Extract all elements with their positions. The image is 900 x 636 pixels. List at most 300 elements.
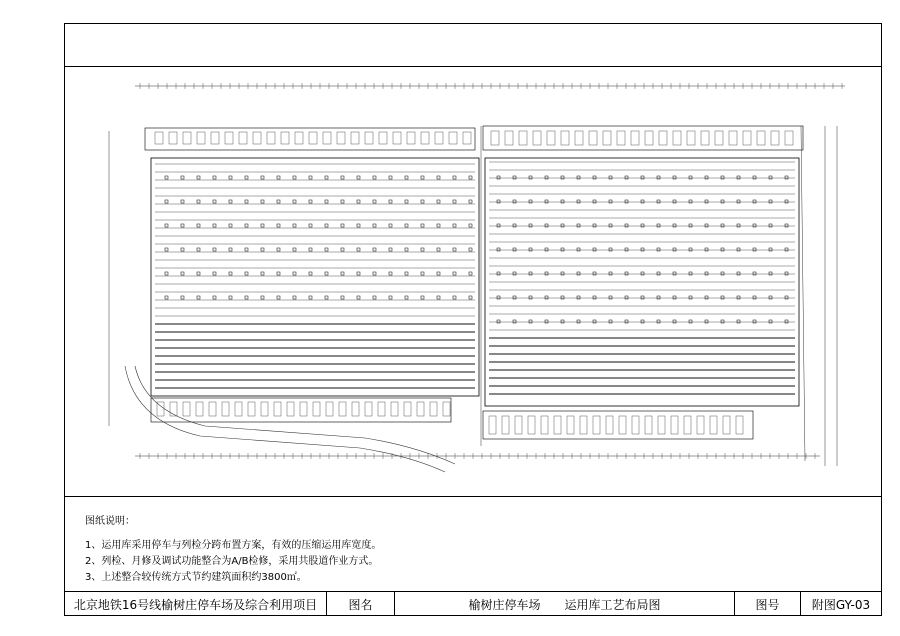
annex-room xyxy=(313,402,320,416)
column-marker xyxy=(245,176,248,179)
column-marker xyxy=(513,200,516,203)
column-marker xyxy=(625,200,628,203)
note-item-1: 1、运用库采用停车与列检分跨布置方案，有效的压缩运用库宽度。 xyxy=(85,540,382,551)
column-marker xyxy=(453,176,456,179)
column-marker xyxy=(421,272,424,275)
column-marker xyxy=(769,296,772,299)
annex-room xyxy=(391,402,398,416)
annex-room xyxy=(351,132,359,144)
annex-room xyxy=(561,131,569,145)
column-marker xyxy=(497,320,500,323)
notes-title: 图纸说明： xyxy=(85,516,135,527)
column-marker xyxy=(165,248,168,251)
column-marker xyxy=(689,296,692,299)
column-marker xyxy=(421,176,424,179)
column-marker xyxy=(405,176,408,179)
annex-room xyxy=(757,131,765,145)
annex-room xyxy=(274,402,281,416)
annex-room xyxy=(339,402,346,416)
column-marker xyxy=(609,200,612,203)
annex-room xyxy=(743,131,751,145)
column-marker xyxy=(213,296,216,299)
column-marker xyxy=(293,248,296,251)
annex-room xyxy=(300,402,307,416)
column-marker xyxy=(753,272,756,275)
column-marker xyxy=(673,320,676,323)
column-marker xyxy=(609,248,612,251)
column-marker xyxy=(513,248,516,251)
drawing-number-label: 图号 xyxy=(735,592,801,616)
column-marker xyxy=(529,248,532,251)
annex-room xyxy=(155,132,163,144)
column-marker xyxy=(293,200,296,203)
column-marker xyxy=(213,224,216,227)
column-marker xyxy=(341,176,344,179)
column-marker xyxy=(453,296,456,299)
column-marker xyxy=(165,272,168,275)
column-marker xyxy=(357,248,360,251)
column-marker xyxy=(657,320,660,323)
column-marker xyxy=(721,320,724,323)
column-marker xyxy=(165,200,168,203)
annex-room xyxy=(723,416,730,434)
column-marker xyxy=(545,224,548,227)
annex-room xyxy=(659,131,667,145)
column-marker xyxy=(277,296,280,299)
column-marker xyxy=(181,296,184,299)
column-marker xyxy=(785,248,788,251)
column-marker xyxy=(657,176,660,179)
annex-room xyxy=(673,131,681,145)
sheet-header-band xyxy=(65,24,881,67)
column-marker xyxy=(453,200,456,203)
column-marker xyxy=(769,320,772,323)
column-marker xyxy=(277,176,280,179)
column-marker xyxy=(389,248,392,251)
column-marker xyxy=(737,320,740,323)
column-marker xyxy=(641,224,644,227)
column-marker xyxy=(181,248,184,251)
annex-room xyxy=(631,131,639,145)
column-marker xyxy=(469,176,472,179)
column-marker xyxy=(197,200,200,203)
annex-room xyxy=(211,132,219,144)
column-marker xyxy=(785,296,788,299)
annex-room xyxy=(715,131,723,145)
annex-room xyxy=(645,416,652,434)
annex-room xyxy=(281,132,289,144)
column-marker xyxy=(625,176,628,179)
depot-plan-svg xyxy=(65,66,881,496)
column-marker xyxy=(657,272,660,275)
column-marker xyxy=(657,248,660,251)
column-marker xyxy=(705,176,708,179)
annex-room xyxy=(197,132,205,144)
annex-room xyxy=(323,132,331,144)
column-marker xyxy=(341,296,344,299)
column-marker xyxy=(577,176,580,179)
column-marker xyxy=(437,176,440,179)
annex-room xyxy=(170,402,177,416)
column-marker xyxy=(325,200,328,203)
column-marker xyxy=(657,200,660,203)
column-marker xyxy=(529,320,532,323)
column-marker xyxy=(673,224,676,227)
annex-room xyxy=(606,416,613,434)
column-marker xyxy=(753,320,756,323)
annex-room xyxy=(352,402,359,416)
column-marker xyxy=(545,272,548,275)
column-marker xyxy=(261,200,264,203)
annex-room xyxy=(554,416,561,434)
column-marker xyxy=(625,296,628,299)
column-marker xyxy=(341,200,344,203)
column-marker xyxy=(469,200,472,203)
column-marker xyxy=(769,248,772,251)
column-marker xyxy=(561,320,564,323)
annex-room xyxy=(632,416,639,434)
column-marker xyxy=(593,320,596,323)
annex-room xyxy=(393,132,401,144)
column-marker xyxy=(609,176,612,179)
column-marker xyxy=(497,200,500,203)
column-marker xyxy=(721,200,724,203)
column-marker xyxy=(293,224,296,227)
annex-room xyxy=(379,132,387,144)
column-marker xyxy=(561,200,564,203)
column-marker xyxy=(357,272,360,275)
column-marker xyxy=(513,296,516,299)
column-marker xyxy=(325,176,328,179)
column-marker xyxy=(389,272,392,275)
annex-room xyxy=(533,131,541,145)
column-marker xyxy=(181,272,184,275)
project-name: 北京地铁16号线榆树庄停车场及综合利用项目 xyxy=(65,592,327,616)
column-marker xyxy=(309,176,312,179)
annex-room xyxy=(443,402,450,416)
column-marker xyxy=(641,296,644,299)
column-marker xyxy=(325,248,328,251)
column-marker xyxy=(785,200,788,203)
column-marker xyxy=(197,224,200,227)
column-marker xyxy=(561,296,564,299)
annex-room xyxy=(567,416,574,434)
column-marker xyxy=(689,176,692,179)
column-marker xyxy=(261,224,264,227)
annex-room xyxy=(491,131,499,145)
column-marker xyxy=(437,248,440,251)
column-marker xyxy=(753,176,756,179)
column-marker xyxy=(309,224,312,227)
column-marker xyxy=(421,224,424,227)
column-marker xyxy=(705,320,708,323)
column-marker xyxy=(229,200,232,203)
annex-room xyxy=(547,131,555,145)
column-marker xyxy=(513,176,516,179)
column-marker xyxy=(561,272,564,275)
column-marker xyxy=(373,200,376,203)
annex-room xyxy=(580,416,587,434)
annex-room xyxy=(710,416,717,434)
column-marker xyxy=(545,320,548,323)
column-marker xyxy=(785,176,788,179)
column-marker xyxy=(181,176,184,179)
column-marker xyxy=(421,248,424,251)
column-marker xyxy=(357,224,360,227)
column-marker xyxy=(769,176,772,179)
annex-room xyxy=(309,132,317,144)
column-marker xyxy=(721,296,724,299)
column-marker xyxy=(357,176,360,179)
column-marker xyxy=(309,296,312,299)
annex-room xyxy=(658,416,665,434)
column-marker xyxy=(389,176,392,179)
column-marker xyxy=(181,224,184,227)
column-marker xyxy=(577,200,580,203)
column-marker xyxy=(497,296,500,299)
column-marker xyxy=(497,248,500,251)
column-marker xyxy=(229,272,232,275)
column-marker xyxy=(577,248,580,251)
annex-room xyxy=(196,402,203,416)
column-marker xyxy=(641,200,644,203)
column-marker xyxy=(737,176,740,179)
annex-room xyxy=(417,402,424,416)
column-marker xyxy=(165,224,168,227)
column-marker xyxy=(689,272,692,275)
column-marker xyxy=(197,296,200,299)
column-marker xyxy=(753,200,756,203)
column-marker xyxy=(389,224,392,227)
right-top-annex xyxy=(483,126,803,150)
column-marker xyxy=(293,296,296,299)
column-marker xyxy=(293,176,296,179)
column-marker xyxy=(577,296,580,299)
column-marker xyxy=(261,272,264,275)
column-marker xyxy=(785,224,788,227)
column-marker xyxy=(497,272,500,275)
annex-room xyxy=(209,402,216,416)
annex-room xyxy=(248,402,255,416)
column-marker xyxy=(609,296,612,299)
column-marker xyxy=(497,176,500,179)
column-marker xyxy=(561,224,564,227)
column-marker xyxy=(673,248,676,251)
column-marker xyxy=(213,272,216,275)
annex-room xyxy=(589,131,597,145)
column-marker xyxy=(593,176,596,179)
note-item-3: 3、上述整合较传统方式节约建筑面积约3800㎡。 xyxy=(85,572,307,583)
column-marker xyxy=(229,224,232,227)
column-marker xyxy=(497,224,500,227)
annex-room xyxy=(267,132,275,144)
note-item-2: 2、列检、月修及调试功能整合为A/B检修，采用共股道作业方式。 xyxy=(85,556,379,567)
annex-room xyxy=(295,132,303,144)
column-marker xyxy=(341,248,344,251)
column-marker xyxy=(577,320,580,323)
column-marker xyxy=(373,296,376,299)
annex-room xyxy=(430,402,437,416)
column-marker xyxy=(641,248,644,251)
column-marker xyxy=(325,296,328,299)
column-marker xyxy=(593,200,596,203)
column-marker xyxy=(769,224,772,227)
column-marker xyxy=(705,248,708,251)
column-marker xyxy=(373,176,376,179)
column-marker xyxy=(277,224,280,227)
column-marker xyxy=(641,176,644,179)
column-marker xyxy=(721,224,724,227)
column-marker xyxy=(213,248,216,251)
column-marker xyxy=(593,224,596,227)
drawing-name-label: 图名 xyxy=(327,592,395,616)
column-marker xyxy=(673,200,676,203)
annex-room xyxy=(183,402,190,416)
column-marker xyxy=(469,224,472,227)
column-marker xyxy=(529,224,532,227)
drawing-sheet xyxy=(64,23,882,616)
annex-room xyxy=(603,131,611,145)
column-marker xyxy=(785,272,788,275)
annex-room xyxy=(701,131,709,145)
column-marker xyxy=(229,296,232,299)
column-marker xyxy=(689,248,692,251)
annex-room xyxy=(287,402,294,416)
column-marker xyxy=(513,320,516,323)
column-marker xyxy=(341,272,344,275)
annex-room xyxy=(541,416,548,434)
column-marker xyxy=(721,248,724,251)
column-marker xyxy=(245,296,248,299)
annex-room xyxy=(687,131,695,145)
annex-room xyxy=(253,132,261,144)
annex-room xyxy=(326,402,333,416)
annex-room xyxy=(785,131,793,145)
annex-room xyxy=(225,132,233,144)
column-marker xyxy=(593,272,596,275)
column-marker xyxy=(469,296,472,299)
title-block xyxy=(65,591,881,616)
annex-room xyxy=(645,131,653,145)
column-marker xyxy=(545,200,548,203)
column-marker xyxy=(341,224,344,227)
column-marker xyxy=(561,248,564,251)
column-marker xyxy=(373,272,376,275)
column-marker xyxy=(721,176,724,179)
column-marker xyxy=(437,272,440,275)
column-marker xyxy=(625,272,628,275)
column-marker xyxy=(705,224,708,227)
column-marker xyxy=(593,296,596,299)
column-marker xyxy=(213,200,216,203)
column-marker xyxy=(389,296,392,299)
column-marker xyxy=(769,200,772,203)
column-marker xyxy=(529,272,532,275)
column-marker xyxy=(373,248,376,251)
annex-room xyxy=(261,402,268,416)
column-marker xyxy=(325,224,328,227)
column-marker xyxy=(673,176,676,179)
depot-layout-drawing xyxy=(65,66,881,497)
column-marker xyxy=(673,296,676,299)
annex-room xyxy=(684,416,691,434)
drawing-name: 榆树庄停车场 运用库工艺布局图 xyxy=(395,592,735,616)
column-marker xyxy=(737,200,740,203)
column-marker xyxy=(165,176,168,179)
annex-room xyxy=(502,416,509,434)
column-marker xyxy=(705,200,708,203)
column-marker xyxy=(421,296,424,299)
column-marker xyxy=(737,248,740,251)
column-marker xyxy=(245,224,248,227)
column-marker xyxy=(293,272,296,275)
annex-room xyxy=(771,131,779,145)
column-marker xyxy=(405,200,408,203)
column-marker xyxy=(609,272,612,275)
annex-room xyxy=(489,416,496,434)
column-marker xyxy=(737,272,740,275)
column-marker xyxy=(197,272,200,275)
column-marker xyxy=(609,320,612,323)
annex-room xyxy=(617,131,625,145)
column-marker xyxy=(181,200,184,203)
right-road xyxy=(801,126,805,461)
column-marker xyxy=(245,248,248,251)
column-marker xyxy=(545,296,548,299)
column-marker xyxy=(689,320,692,323)
annex-room xyxy=(235,402,242,416)
column-marker xyxy=(197,176,200,179)
annex-room xyxy=(435,132,443,144)
annex-room xyxy=(222,402,229,416)
annex-room xyxy=(519,131,527,145)
column-marker xyxy=(561,176,564,179)
column-marker xyxy=(737,224,740,227)
column-marker xyxy=(389,200,392,203)
drawing-notes xyxy=(65,496,881,592)
column-marker xyxy=(405,248,408,251)
annex-room xyxy=(575,131,583,145)
column-marker xyxy=(609,224,612,227)
column-marker xyxy=(405,296,408,299)
column-marker xyxy=(753,248,756,251)
column-marker xyxy=(753,296,756,299)
annex-room xyxy=(404,402,411,416)
column-marker xyxy=(373,224,376,227)
annex-room xyxy=(449,132,457,144)
annex-room xyxy=(619,416,626,434)
column-marker xyxy=(577,224,580,227)
column-marker xyxy=(529,176,532,179)
column-marker xyxy=(529,200,532,203)
annex-room xyxy=(337,132,345,144)
column-marker xyxy=(437,224,440,227)
annex-room xyxy=(671,416,678,434)
annex-room xyxy=(169,132,177,144)
column-marker xyxy=(453,224,456,227)
annex-room xyxy=(378,402,385,416)
annex-room xyxy=(463,132,471,144)
annex-room xyxy=(421,132,429,144)
right-bottom-annex xyxy=(483,411,753,439)
column-marker xyxy=(277,200,280,203)
column-marker xyxy=(437,200,440,203)
annex-room xyxy=(505,131,513,145)
column-marker xyxy=(469,248,472,251)
column-marker xyxy=(737,296,740,299)
column-marker xyxy=(577,272,580,275)
column-marker xyxy=(641,320,644,323)
